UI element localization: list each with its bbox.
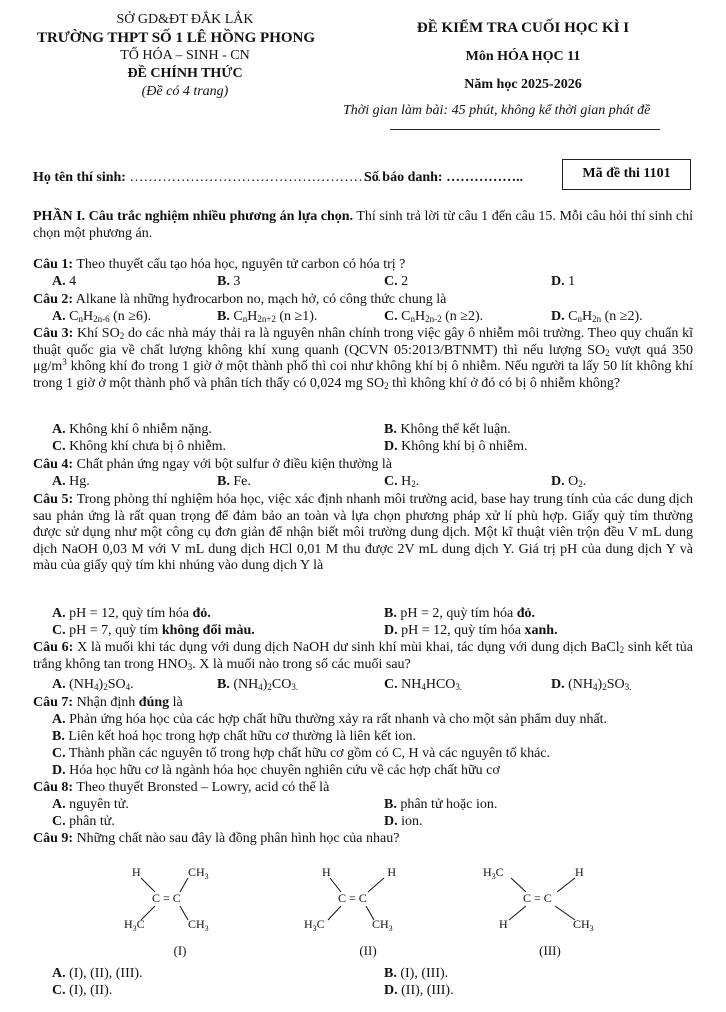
q1-option-c[interactable]: [384, 274, 408, 290]
option-text: Không thể kết luận.: [400, 422, 511, 437]
structure-ii-caption: (II): [359, 943, 377, 958]
option-condition: (n ≥1).: [279, 309, 318, 324]
q9-option-c[interactable]: [52, 983, 112, 999]
option-text: Phản ứng hóa học của các hợp chất hữu thường xảy ra rất nhanh và cho một sản phẩm duy nhất.: [69, 712, 608, 727]
option-text: Liên kết hoá học trong hợp chất hữu cơ thường là liên kết ion.: [68, 729, 416, 744]
group-name: TỔ HÓA – SINH - CN: [120, 48, 250, 63]
q1-label: Câu 1:: [33, 257, 74, 272]
q5-option-c[interactable]: [52, 623, 255, 639]
svg-text:H: H: [322, 865, 331, 879]
option-letter: A.: [52, 606, 66, 621]
student-id-row: [364, 170, 523, 186]
q5-text: Trong phòng thí nghiệm hóa học, việc xác định nhanh môi trường acid, base hay trung tính của các dung dịch sau phản ứng là rất quan trọng để đảm bảo an toàn và lựa chọn phương pháp xử lí phù hợp. Giấy quỳ tím thường được sử dụng như một công cụ đơn giản để nhận biết môi trường dung dịch. Một kĩ thuật viên trộn đều V mL dung dịch NaOH 0,03 M với V mL dung dịch HCl 0,01 M thu được 2V mL dung dịch Y. Giá trị pH của dung dịch Y và màu của giấy quỳ tím khi nhúng vào dung dịch Y là: [33, 492, 693, 573]
q9-option-a[interactable]: [52, 966, 143, 982]
q4-label: Câu 4:: [33, 457, 74, 472]
option-letter: C.: [384, 309, 398, 324]
q2-option-a[interactable]: A. $C_nH_{2n-6}$ (n ≥6).: [52, 309, 152, 324]
q3-option-a[interactable]: [52, 422, 212, 438]
svg-text:CH3: $CH_3$: [188, 865, 209, 881]
svg-text:CH3: $CH_3$: [188, 917, 209, 933]
svg-text:C = C: C = C: [338, 891, 367, 905]
option-emphasis: xanh.: [524, 623, 558, 638]
q8-option-d[interactable]: [384, 814, 423, 830]
option-text: 4: [69, 274, 77, 289]
student-id-label: Số báo danh:: [364, 170, 443, 185]
subject: Môn HÓA HỌC 11: [465, 49, 581, 64]
q7-text: Nhận định: [76, 695, 136, 710]
exam-code: Mã đề thi 1101: [582, 166, 671, 181]
q2-option-b[interactable]: B. $C_nH_{2n+2}$ (n ≥1).: [217, 309, 318, 324]
option-letter: A.: [52, 422, 66, 437]
svg-text:C = C: C = C: [523, 891, 552, 905]
part1-instructions: Thí sinh trả lời từ câu 1 đến câu 15. Mỗi câu hỏi thí sinh chỉ chọn một phương án.: [33, 209, 693, 241]
option-letter: D.: [551, 677, 565, 692]
option-letter: A.: [52, 797, 66, 812]
option-emphasis: đỏ.: [516, 606, 536, 621]
svg-text:H3C: $H_3C$: [304, 917, 325, 933]
q6-option-d[interactable]: D. $(NH_4)_2SO_{3.}$: [551, 677, 632, 692]
q3-option-d[interactable]: [384, 439, 528, 455]
option-letter: D.: [384, 983, 398, 998]
option-letter: A.: [52, 309, 66, 324]
q6-option-b[interactable]: B. $(NH_4)_2CO_{3.}$: [217, 677, 299, 692]
time-limit: Thời gian làm bài: 45 phút, không kể thời gian phát đề: [343, 103, 651, 118]
option-text: pH = 12, quỳ tím hóa: [401, 623, 522, 638]
option-letter: C.: [384, 274, 398, 289]
question-6: Câu 6: X là muối khi tác dụng với dung dịch NaOH dư sinh khí mùi khai, tác dụng với dung dịch BaCl$_2$ sinh kết tủa trắng không tan trong $HNO_3$. X là muối nào trong số các muối sau?: [33, 640, 694, 672]
structure-ii: [290, 862, 400, 942]
option-emphasis: đỏ.: [192, 606, 211, 621]
q6-option-a[interactable]: A. $(NH_4)_2SO_4$.: [52, 677, 134, 692]
q9-label: Câu 9:: [33, 831, 74, 846]
q4-option-b[interactable]: [217, 474, 251, 490]
student-name-label: Họ tên thí sinh:: [33, 170, 126, 185]
option-text: Thành phần các nguyên tố trong hợp chất hữu cơ gồm có C, H và các nguyên tố khác.: [68, 746, 551, 761]
question-1: [33, 257, 405, 273]
q8-text: Theo thuyết Bronsted – Lowry, acid có thể là: [76, 780, 330, 795]
q7-option-a[interactable]: [52, 712, 607, 728]
question-4: [33, 457, 392, 473]
q7-option-c[interactable]: [52, 746, 550, 762]
option-letter: B.: [217, 474, 230, 489]
svg-text:H: H: [575, 865, 584, 879]
option-letter: B.: [384, 966, 397, 981]
option-text: Không khí ô nhiễm nặng.: [69, 422, 212, 437]
option-text: 1: [568, 274, 576, 289]
q4-text: Chất phản ứng ngay với bột sulfur ở điều kiện thường là: [76, 457, 392, 472]
q2-label: Câu 2:: [33, 292, 74, 307]
option-letter: C.: [384, 677, 398, 692]
option-text: Fe.: [233, 474, 251, 489]
question-7: [33, 695, 183, 711]
question-9: [33, 831, 399, 847]
option-text: Hóa học hữu cơ là ngành hóa học chuyên nghiên cứu về các hợp chất hữu cơ: [69, 763, 500, 778]
option-letter: D.: [384, 814, 398, 829]
option-letter: B.: [384, 797, 397, 812]
q5-option-d[interactable]: [384, 623, 558, 639]
student-id-dots: ……………..: [446, 170, 524, 185]
option-letter: C.: [52, 746, 66, 761]
option-text: 2: [401, 274, 409, 289]
q6-option-c[interactable]: C. $NH_4HCO_{3.}$: [384, 677, 463, 692]
svg-text:H: H: [387, 865, 396, 879]
option-text: pH = 7, quỳ tím: [69, 623, 159, 638]
q8-option-a[interactable]: [52, 797, 129, 813]
q5-option-a[interactable]: [52, 606, 211, 622]
q8-label: Câu 8:: [33, 780, 74, 795]
q1-text: Theo thuyết cấu tạo hóa học, nguyên tử carbon có hóa trị ?: [76, 257, 406, 272]
option-text: (II), (III).: [401, 983, 454, 998]
question-3: Câu 3: Khí $SO_2$ do các nhà máy thải ra là nguyên nhân chính trong việc gây ô nhiễm môi trường. Theo quy chuẩn kĩ thuật quốc gia về chất lượng không khí xung quanh (QCVN 05:2013/BTNMT) thì nếu lượng $SO_2$ vượt quá 350 $\mu g/m^3$ không khí đo trong 1 giờ ở một thành phố thì coi như không khí bị ô nhiễm. Nếu người ta lấy 50 lít không khí trong 1 giờ ở một thành phố và phân tích thấy có 0,024 mg $SO_2$ thì không khí ở đó có bị ô nhiễm không?: [33, 326, 693, 391]
option-letter: C.: [52, 983, 66, 998]
option-letter: B.: [384, 606, 397, 621]
q7-label: Câu 7:: [33, 695, 74, 710]
q3-option-c[interactable]: [52, 439, 226, 455]
option-letter: C.: [52, 439, 66, 454]
option-letter: A.: [52, 474, 66, 489]
option-letter: A.: [52, 966, 66, 981]
structure-iii: [475, 862, 605, 942]
question-5: [33, 492, 693, 575]
q8-option-b[interactable]: [384, 797, 497, 813]
option-condition: (n ≥6).: [113, 309, 152, 324]
structure-iii-caption: (III): [539, 943, 561, 958]
option-text: nguyên tử.: [69, 797, 129, 812]
option-letter: D.: [551, 474, 565, 489]
option-letter: C.: [52, 814, 66, 829]
option-letter: B.: [384, 422, 397, 437]
official-label: ĐỀ CHÍNH THỨC: [127, 66, 243, 81]
option-text: phân tử.: [69, 814, 115, 829]
svg-text:H: H: [499, 917, 508, 931]
q2-option-c[interactable]: C. $C_nH_{2n-2}$ (n ≥2).: [384, 309, 484, 324]
svg-text:H3C: $H_3C$: [124, 917, 145, 933]
svg-text:CH3: $CH_3$: [573, 917, 594, 933]
svg-text:CH3: $CH_3$: [372, 917, 393, 933]
option-letter: B.: [52, 729, 65, 744]
option-text: (I), (III).: [400, 966, 449, 981]
option-emphasis: không đổi màu.: [161, 623, 255, 638]
page-count: (Đề có 4 trang): [141, 84, 229, 99]
option-letter: A.: [52, 712, 66, 727]
question-2: [33, 292, 446, 308]
svg-text:H3C: $H_3C$: [483, 865, 504, 881]
student-name-row: [33, 170, 381, 186]
question-8: [33, 780, 329, 796]
option-letter: A.: [52, 274, 66, 289]
q7-option-d[interactable]: [52, 763, 500, 779]
option-condition: (n ≥2).: [445, 309, 484, 324]
option-text: Không khí chưa bị ô nhiễm.: [69, 439, 227, 454]
q9-option-b[interactable]: [384, 966, 448, 982]
option-text: Hg.: [69, 474, 90, 489]
q1-option-b[interactable]: [217, 274, 240, 290]
department-name: SỞ GD&ĐT ĐẮK LẮK: [116, 12, 254, 27]
q5-option-b[interactable]: [384, 606, 535, 622]
option-letter: D.: [551, 309, 565, 324]
svg-text:H: H: [132, 865, 141, 879]
header-rule: [390, 129, 660, 130]
option-letter: C.: [384, 474, 398, 489]
q3-label: Câu 3:: [33, 326, 74, 341]
exam-code-box: [562, 159, 691, 190]
q7-text-end: là: [172, 695, 183, 710]
structure-i: [110, 862, 220, 942]
svg-text:C = C: C = C: [152, 891, 181, 905]
option-text: 3: [233, 274, 241, 289]
q1-option-a[interactable]: [52, 274, 76, 290]
school-year: Năm học 2025-2026: [464, 77, 582, 92]
exam-title: ĐỀ KIỂM TRA CUỐI HỌC KÌ I: [416, 20, 630, 36]
q1-option-d[interactable]: [551, 274, 575, 290]
option-text: ion.: [401, 814, 423, 829]
school-name: TRƯỜNG THPT SỐ 1 LÊ HỒNG PHONG: [36, 30, 316, 46]
option-text: (I), (II).: [69, 983, 113, 998]
part1-heading: [33, 208, 693, 242]
option-letter: B.: [217, 677, 230, 692]
q4-option-c[interactable]: C. $H_2$.: [384, 474, 420, 489]
option-text: phân tử hoặc ion.: [400, 797, 498, 812]
q5-label: Câu 5:: [33, 492, 74, 507]
structure-i-caption: (I): [173, 943, 187, 958]
q9-text: Những chất nào sau đây là đồng phân hình học của nhau?: [76, 831, 400, 846]
q2-option-d[interactable]: D. $C_nH_{2n}$ (n ≥2).: [551, 309, 643, 324]
q8-option-c[interactable]: [52, 814, 115, 830]
q2-text: Alkane là những hyđrocarbon no, mạch hở, có công thức chung là: [75, 292, 447, 307]
q4-option-d[interactable]: D. $O_2$.: [551, 474, 587, 489]
option-letter: B.: [217, 274, 230, 289]
q9-option-d[interactable]: [384, 983, 454, 999]
q7-emphasis: đúng: [138, 695, 170, 710]
option-letter: C.: [52, 623, 66, 638]
option-letter: D.: [52, 763, 66, 778]
option-text: Không khí bị ô nhiễm.: [401, 439, 528, 454]
option-letter: D.: [384, 623, 398, 638]
option-text: (I), (II), (III).: [69, 966, 143, 981]
q4-option-a[interactable]: [52, 474, 90, 490]
q7-option-b[interactable]: [52, 729, 416, 745]
q3-option-b[interactable]: [384, 422, 511, 438]
option-text: pH = 2, quỳ tím hóa: [400, 606, 514, 621]
part1-title: PHẦN I. Câu trắc nghiệm nhiều phương án lựa chọn.: [33, 209, 354, 224]
option-letter: B.: [217, 309, 230, 324]
option-condition: (n ≥2).: [604, 309, 643, 324]
option-letter: D.: [551, 274, 565, 289]
option-text: pH = 12, quỳ tím hóa: [69, 606, 190, 621]
student-name-dots: ………………………………………………: [129, 170, 382, 185]
option-letter: D.: [384, 439, 398, 454]
option-letter: A.: [52, 677, 66, 692]
